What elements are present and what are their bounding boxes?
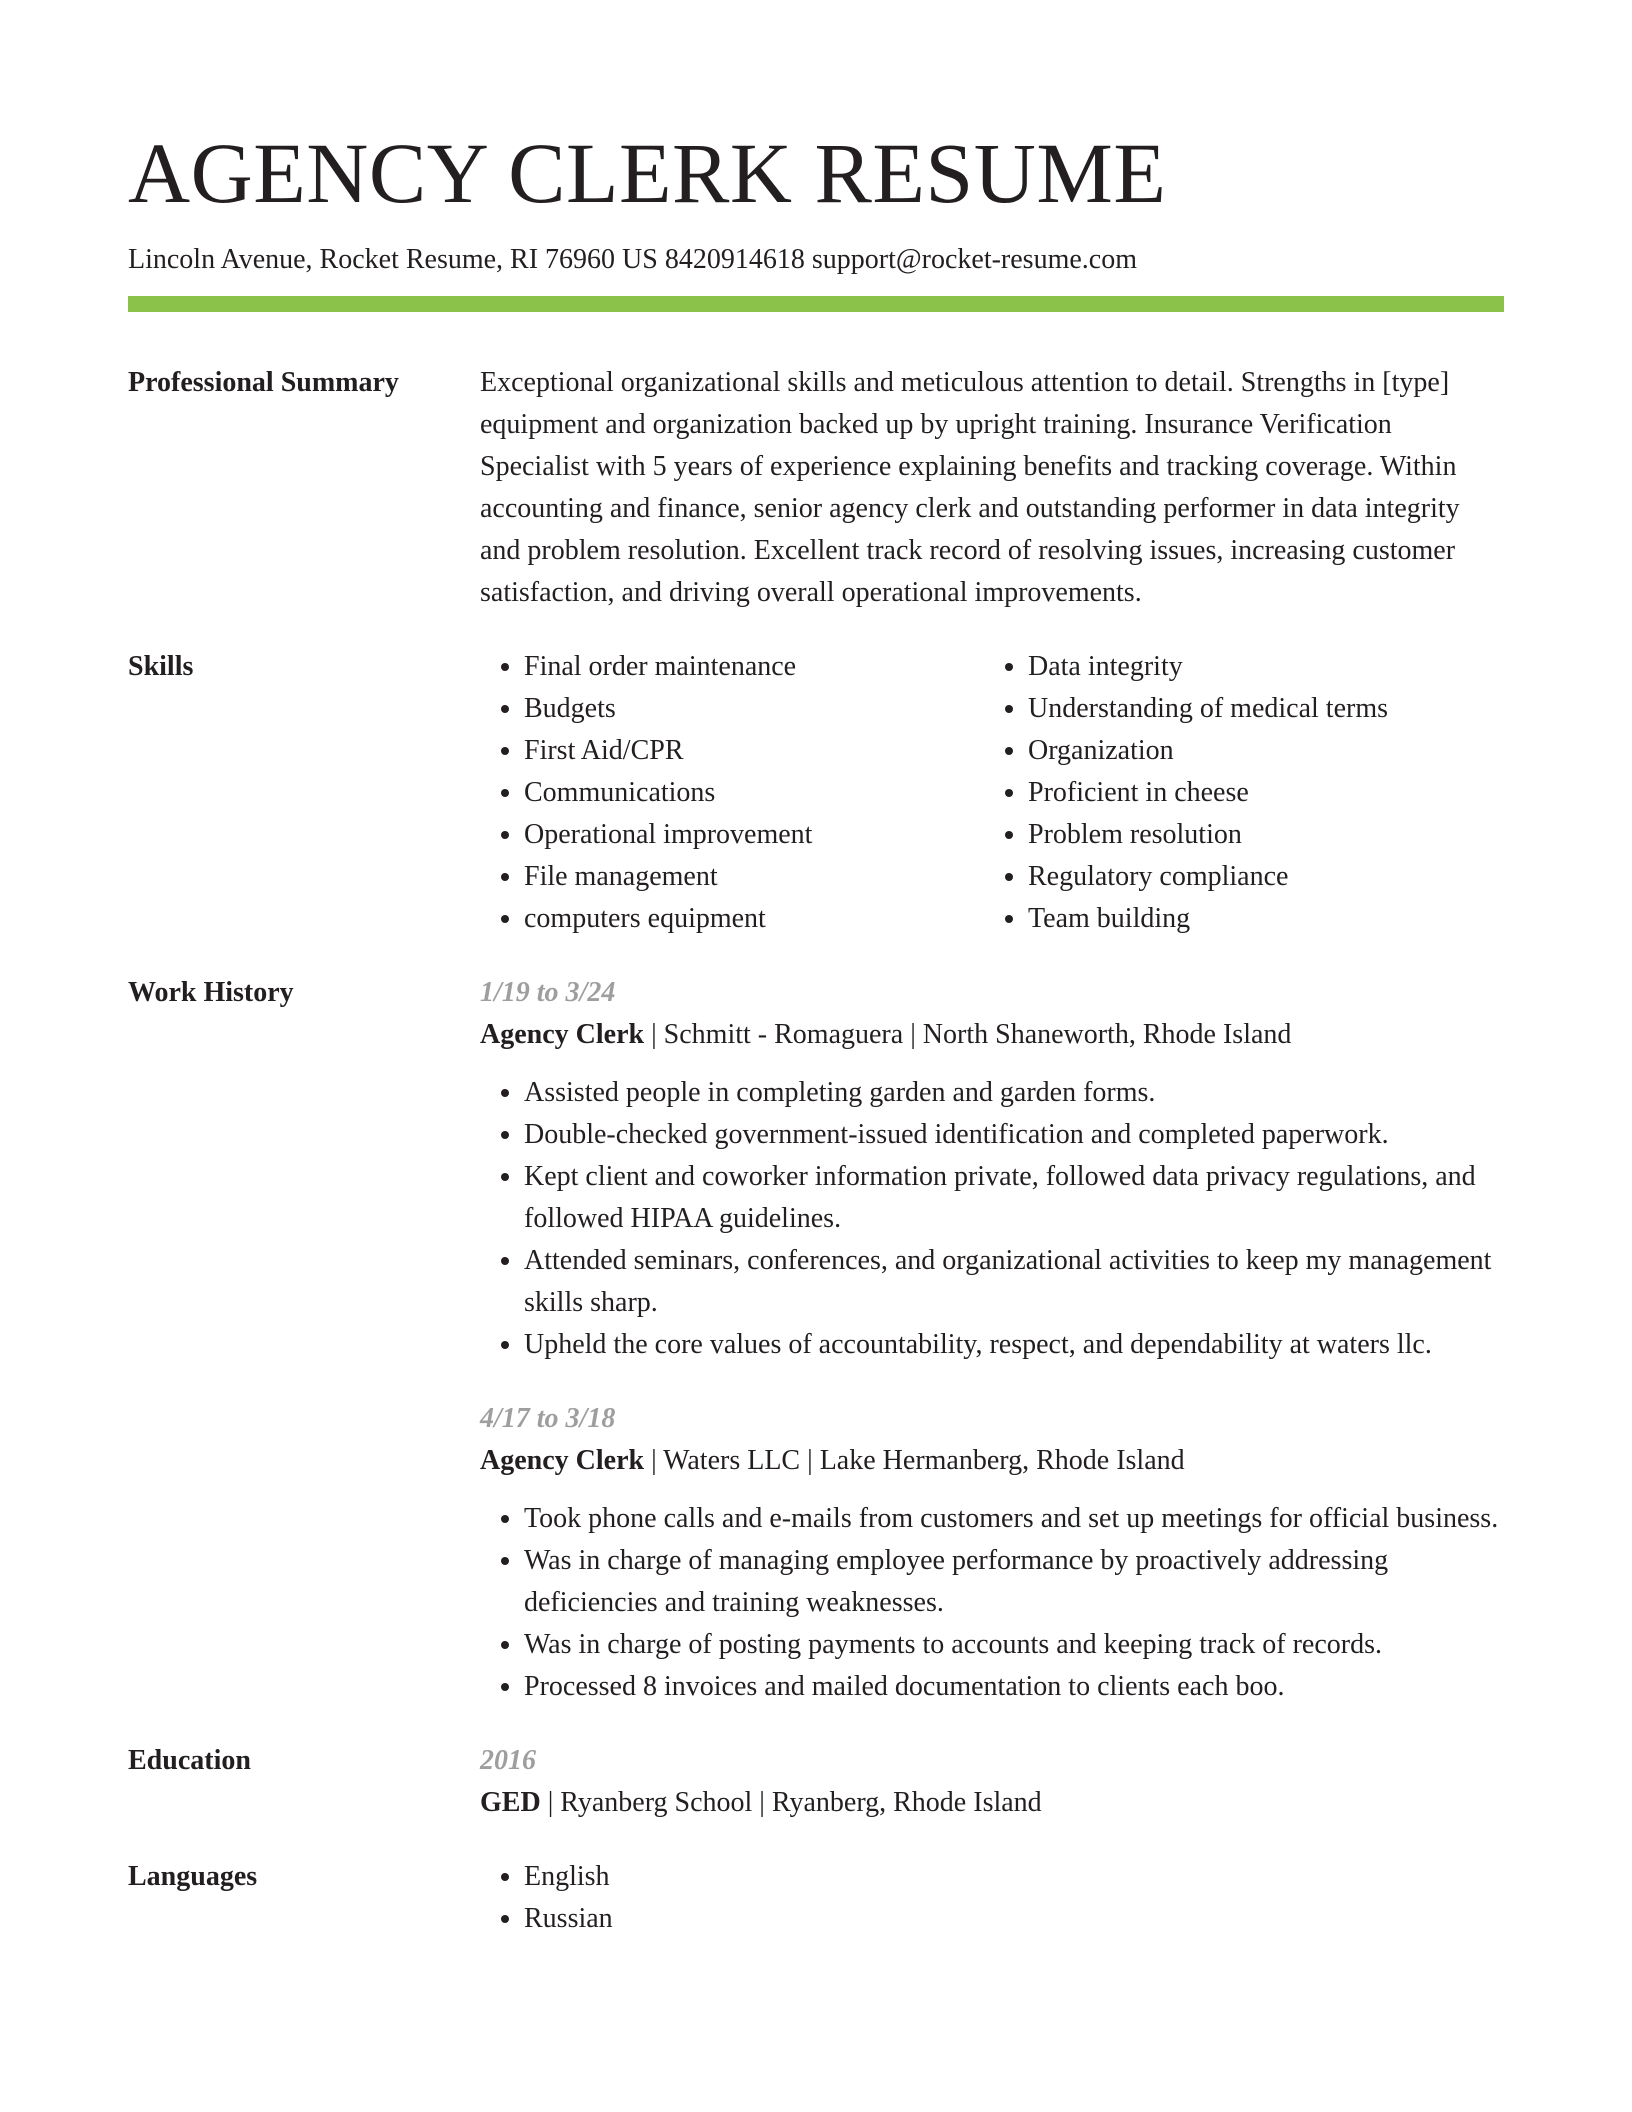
- languages-list: [480, 1856, 1504, 1940]
- job-bullet: • Attended seminars, conferences, and organizational activities to keep my management skills sharp.: [524, 1240, 1504, 1324]
- job-details: | Schmitt - Romaguera | North Shaneworth, Rhode Island: [644, 1019, 1292, 1050]
- skill-item: • First Aid/CPR: [524, 730, 984, 772]
- job-bullet: • Was in charge of managing employee performance by proactively addressing deficiencies and training weaknesses.: [524, 1540, 1504, 1624]
- education-degree: GED: [480, 1787, 541, 1818]
- skill-item: • Final order maintenance: [524, 646, 984, 688]
- job-title: Agency Clerk: [480, 1445, 645, 1476]
- skills-section: [128, 646, 1504, 940]
- work-history-body: [480, 972, 1504, 1708]
- skills-column-right: [984, 646, 1488, 940]
- education-year: 2016: [480, 1745, 536, 1776]
- skill-item: • Data integrity: [1028, 646, 1488, 688]
- job-bullets: [480, 1498, 1504, 1708]
- resume-title: AGENCY CLERK RESUME: [128, 125, 1167, 221]
- job-bullet: • Took phone calls and e-mails from customers and set up meetings for official business.: [524, 1498, 1504, 1540]
- skill-item: • Communications: [524, 772, 984, 814]
- skill-item: • Understanding of medical terms: [1028, 688, 1488, 730]
- education-details: | Ryanberg School | Ryanberg, Rhode Island: [540, 1787, 1042, 1818]
- skills-column-left: [480, 646, 984, 940]
- languages-body: [480, 1856, 1504, 1940]
- job-bullet: • Assisted people in completing garden and garden forms.: [524, 1072, 1504, 1114]
- languages-section: [128, 1856, 1504, 1940]
- education-entry: [480, 1782, 1504, 1824]
- skill-item: • Problem resolution: [1028, 814, 1488, 856]
- section-label: Professional Summary: [128, 367, 399, 398]
- job-bullets: [480, 1072, 1504, 1366]
- job-dates: 4/17 to 3/18: [480, 1403, 616, 1434]
- skill-item: • Regulatory compliance: [1028, 856, 1488, 898]
- section-label: Languages: [128, 1861, 258, 1892]
- job-bullet: • Processed 8 invoices and mailed documentation to clients each boo.: [524, 1666, 1504, 1708]
- skill-item: • computers equipment: [524, 898, 984, 940]
- education-body: [480, 1740, 1504, 1824]
- job-bullet: • Upheld the core values of accountability, respect, and dependability at waters llc.: [524, 1324, 1504, 1366]
- section-label: Education: [128, 1745, 251, 1776]
- education-section: [128, 1740, 1504, 1824]
- job-title: Agency Clerk: [480, 1019, 645, 1050]
- header-divider: [128, 296, 1504, 312]
- job-details: | Waters LLC | Lake Hermanberg, Rhode Island: [644, 1445, 1185, 1476]
- skill-item: • File management: [524, 856, 984, 898]
- skill-item: • Organization: [1028, 730, 1488, 772]
- skill-item: • Team building: [1028, 898, 1488, 940]
- skills-columns: [480, 646, 1504, 940]
- skills-list-left: [480, 646, 984, 940]
- job-header: [480, 1014, 1504, 1056]
- language-item: • Russian: [524, 1898, 1504, 1940]
- summary-text: Exceptional organizational skills and meticulous attention to detail. Strengths in [type] equipment and organization backed up by upright training. Insurance Verification Specialist with 5 years of experience explaining benefits and tracking coverage. Within accounting and finance, senior agency clerk and outstanding performer in data integrity and problem resolution. Excellent track record of resolving issues, increasing customer satisfaction, and driving overall operational improvements.: [480, 367, 1460, 608]
- skill-item: • Operational improvement: [524, 814, 984, 856]
- section-label: Work History: [128, 977, 294, 1008]
- skill-item: • Budgets: [524, 688, 984, 730]
- job-header: [480, 1440, 1504, 1482]
- job-entry: [480, 972, 1504, 1366]
- contact-line: Lincoln Avenue, Rocket Resume, RI 76960 US 8420914618 support@rocket-resume.com: [128, 244, 1137, 275]
- job-bullet: • Double-checked government-issued identification and completed paperwork.: [524, 1114, 1504, 1156]
- language-item: • English: [524, 1856, 1504, 1898]
- skill-item: • Proficient in cheese: [1028, 772, 1488, 814]
- job-entry: [480, 1398, 1504, 1708]
- job-bullet: • Kept client and coworker information private, followed data privacy regulations, and followed HIPAA guidelines.: [524, 1156, 1504, 1240]
- skills-list-right: [984, 646, 1488, 940]
- work-history-section: [128, 972, 1504, 1708]
- job-bullet: • Was in charge of posting payments to accounts and keeping track of records.: [524, 1624, 1504, 1666]
- summary-section: [128, 362, 1504, 614]
- job-dates: 1/19 to 3/24: [480, 977, 616, 1008]
- section-label: Skills: [128, 651, 194, 682]
